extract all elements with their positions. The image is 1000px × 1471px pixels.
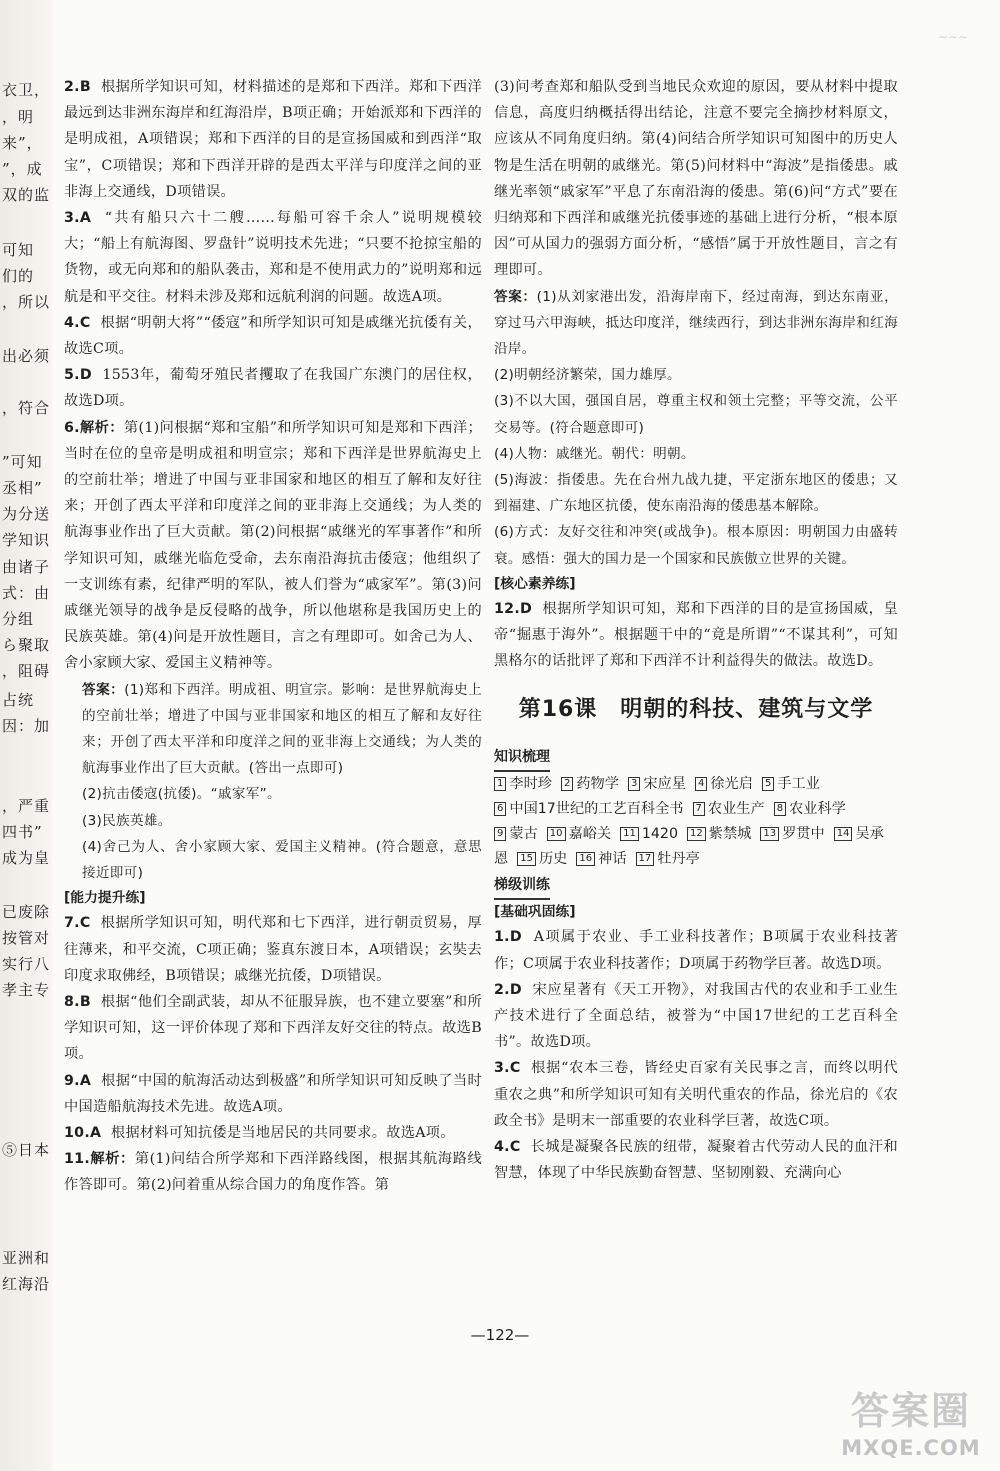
item-index-box: 7 [693, 802, 705, 816]
margin-fragment: ，阻碍 [2, 662, 51, 680]
item-index-box: 6 [494, 802, 506, 816]
margin-fragment: 占统 [2, 691, 35, 709]
answer-block-11 [494, 284, 898, 572]
answer-item-3 [64, 205, 482, 310]
margin-fragment: 由诸子 [2, 558, 51, 576]
section-tag-ability: [能力提升练] [64, 890, 146, 907]
ladder-title: 梯级训练 [494, 872, 550, 900]
answer-item-1 [494, 924, 898, 976]
margin-fragment: 按管对 [2, 929, 51, 947]
item-text: 第(1)问根据“郑和宝船”和所学知识可知是郑和下西洋；当时在位的皇帝是明成祖和明宣宗；郑和下西洋是世界航海史上的空前壮举；增进了中国与亚非国家和地区的相互了解和友好往来；开创了西太平洋和印度洋之间的亚非海上交通线；为人类的航海事业作出了巨大贡献。第(2)问根据“戚继光的军事著作”和所学知识可知，戚继光临危受命，去东南沿海抗击倭寇；他组织了一支训练有素，纪律严明的军队，被人们誉为“戚家军”。第(3)问戚继光领导的战争是反侵略的战争，所以他堪称是我国历史上的民族英雄。第(4)问是开放性题目，言之有理即可。如舍己为人、舍小家顾大家、爱国主义精神等。 [64, 419, 482, 672]
knowledge-text: 罗贯中 [782, 826, 825, 843]
analysis-label: 解析： [79, 419, 124, 436]
knowledge-row [494, 772, 898, 797]
answer-line: (5)海波：指倭患。先在台州九战九捷，平定浙东地区的倭患；又到福建、广东地区抗倭，使东南沿海的倭患基本解除。 [494, 472, 898, 515]
knowledge-list [494, 772, 898, 872]
knowledge-row [494, 797, 898, 822]
margin-fragment: 红海沿 [2, 1275, 51, 1293]
knowledge-item [693, 801, 765, 817]
item-index-box: 5 [762, 777, 774, 791]
answer-line: (3)不以大国，强国自居，尊重主权和领土完整；平等交流，公平交易等。(符合题意即可) [494, 393, 898, 436]
item-text: 根据“他们全副武装，却从不征服异族，也不建立要塞”和所学知识可知，这一评价体现了郑和下西洋友好交往的特点。故选B项。 [64, 993, 483, 1063]
item-index-box: 1 [494, 777, 506, 791]
knowledge-row [494, 847, 898, 872]
margin-fragment: 分组 [2, 610, 35, 628]
answer-line: (3)民族英雄。 [82, 812, 172, 829]
item-number: 2.B [64, 79, 91, 95]
knowledge-text: 神话 [598, 851, 627, 868]
knowledge-text: 吴承 [855, 826, 884, 843]
item-number: 2.D [494, 981, 522, 998]
knowledge-text: 李时珍 [509, 776, 552, 793]
page-number: —122— [470, 1326, 530, 1344]
knowledge-text: 蒙古 [509, 826, 538, 843]
margin-fragment: 们的 [2, 267, 35, 285]
item-number: 8.B [64, 993, 91, 1010]
item-index-box: 14 [834, 827, 853, 841]
knowledge-item [762, 776, 820, 792]
margin-fragment: 成为皇 [2, 849, 51, 867]
section-tag-basic: [基础巩固练] [494, 904, 576, 921]
answer-line: (4)人物：戚继光。朝代：明朝。 [494, 445, 695, 462]
answer-line: (2)抗击倭寇(抗倭)。“戚家军”。 [82, 786, 281, 803]
knowledge-item [628, 776, 686, 792]
knowledge-item [576, 851, 626, 867]
answer-item-2b [494, 977, 898, 1056]
item-index-box: 9 [494, 827, 506, 841]
knowledge-item [687, 826, 751, 842]
margin-fragment: ⑤日本 [2, 1141, 51, 1159]
margin-fragment: 来”， [2, 134, 43, 152]
answer-item-4b [494, 1134, 898, 1186]
knowledge-item [620, 826, 678, 842]
margin-fragment: ”，成 [2, 160, 43, 178]
item-index-box: 2 [561, 777, 573, 791]
answer-item-11-continued: (3)问考查郑和船队受到当地民众欢迎的原因，要从材料中提取信息，高度归纳概括得出结论，注意不要完全摘抄材料原文，应该从不同角度归纳。第(4)问结合所学知识可知图中的历史人物是生活在明朝的戚继光。第(5)问材料中“海波”是指倭患。戚继光率领“戚家军”平息了东南沿海的倭患。第(6)问“方式”要在归纳郑和下西洋和戚继光抗倭事迹的基础上进行分析，“根本原因”可从国力的强弱方面分析，“感悟”属于开放性题目，言之有理即可。 [494, 79, 898, 279]
answer-label: 答案： [494, 288, 537, 305]
margin-fragment: 双的监 [2, 186, 51, 204]
knowledge-item [774, 801, 846, 817]
item-index-box: 12 [687, 827, 706, 841]
margin-fragment: ”可知 [2, 453, 43, 471]
knowledge-text: 1420 [641, 826, 678, 843]
item-index-box: 11 [620, 827, 639, 841]
knowledge-text: 恩 [494, 851, 509, 868]
lesson-title: 第16课 明朝的科技、建筑与文学 [518, 697, 874, 723]
margin-fragment: 因：加 [2, 717, 51, 735]
knowledge-item [695, 776, 753, 792]
item-text: 根据所学知识可知，明代郑和七下西洋，进行朝贡贸易，厚往薄来，和平交流，C项正确；鉴真东渡日本，A项错误；玄奘去印度求取佛经，B项错误；戚继光抗倭，D项错误。 [64, 915, 482, 984]
margin-fragment: 出必须 [2, 347, 51, 365]
item-number: 4.C [64, 314, 91, 331]
answer-item-9 [64, 1068, 482, 1120]
knowledge-text: 农业生产 [707, 801, 765, 818]
item-text: 根据“中国的航海活动达到极盛”和所学知识可知反映了当时中国造船航海技术先进。故选A项。 [64, 1072, 482, 1115]
item-number: 3.A [64, 210, 92, 227]
knowledge-item [547, 826, 611, 842]
answer-line: (4)舍己为人、舍小家顾大家、爱国主义精神。(符合题意，意思接近即可) [82, 838, 482, 882]
margin-fragment: ，所以 [2, 293, 51, 311]
item-index-box: 10 [547, 827, 566, 841]
analysis-label: 解析： [90, 1151, 135, 1168]
knowledge-text: 药物学 [576, 776, 619, 793]
knowledge-item [494, 776, 552, 792]
knowledge-text: 手工业 [777, 776, 820, 793]
watermark-url: MXQE.COM [841, 1436, 981, 1460]
knowledge-text: 嘉峪关 [568, 826, 612, 843]
margin-fragment: 丞相” [2, 479, 43, 497]
knowledge-item [561, 776, 619, 792]
answer-item-7 [64, 910, 482, 989]
knowledge-item [760, 826, 824, 842]
answer-item-3b [494, 1055, 898, 1134]
margin-fragment: ，严重 [2, 797, 51, 815]
answer-block-6 [64, 677, 482, 887]
item-index-box: 17 [636, 852, 655, 866]
knowledge-item [834, 826, 884, 842]
margin-fragment: 四书” [2, 823, 43, 841]
item-index-box: 13 [760, 827, 779, 841]
item-index-box: 16 [576, 852, 595, 866]
answer-line [82, 677, 482, 782]
item-number: 6. [64, 419, 80, 436]
right-column [494, 74, 898, 1187]
knowledge-row [494, 822, 898, 847]
answer-item-8 [64, 989, 482, 1068]
item-text: 根据“明朝大将”“倭寇”和所学知识可知是戚继光抗倭有关，故选C项。 [64, 314, 482, 358]
corner-smudge: ∼∼∼ [938, 30, 969, 44]
left-column [64, 74, 482, 1199]
margin-fragment: 孝主专 [2, 981, 51, 999]
margin-fragment: 实行八 [2, 955, 51, 973]
margin-fragment: 为分送 [2, 505, 51, 523]
item-index-box: 15 [517, 852, 536, 866]
answer-line: (6)方式：友好交往和冲突(或战争)。根本原因：明朝国力由盛转衰。感悟：强大的国力是一个国家和民族傲立世界的关键。 [494, 524, 898, 567]
margin-fragment: ，符合 [2, 399, 51, 417]
knowledge-text: 紫禁城 [708, 826, 752, 843]
section-tag-core: [核心素养练] [494, 575, 576, 592]
knowledge-item [517, 851, 567, 867]
answer-item-6 [64, 415, 482, 677]
knowledge-text: 徐光启 [710, 776, 753, 793]
item-number: 3.C [494, 1060, 521, 1077]
margin-fragment: 学知识 [2, 531, 51, 549]
answer-item-12 [494, 596, 898, 675]
item-number: 10.A [64, 1124, 102, 1141]
item-text: 长城是凝聚各民族的纽带，凝聚着古代劳动人民的血汗和智慧，体现了中华民族勤奋智慧、坚韧刚毅、充满向心 [494, 1139, 898, 1182]
item-text: 根据材料可知抗倭是当地居民的共同要求。故选A项。 [110, 1124, 455, 1141]
knowledge-text: 农业科学 [789, 801, 846, 818]
item-number: 1.D [494, 929, 522, 946]
margin-fragment: 式：由 [2, 584, 51, 602]
margin-fragment: 亚洲和 [2, 1249, 51, 1267]
answer-text: (1)从刘家港出发，沿海岸南下，经过南海，到达东南亚，穿过马六甲海峡，抵达印度洋，继续西行，到达非洲东海岸和红海沿岸。 [494, 288, 898, 358]
answer-item-5 [64, 362, 482, 414]
answer-line: (2)明朝经济繁荣，国力雄厚。 [494, 367, 681, 384]
item-index-box: 8 [774, 802, 786, 816]
knowledge-item [494, 801, 684, 817]
item-text: 根据“农本三卷，皆经史百家有关民事之言，而终以明代重农之典”和所学知识可知有关明代重农的作品，徐光启的《农政全书》是明末一部重要的农业科学巨著，故选C项。 [494, 1060, 898, 1129]
item-number: 7.C [64, 915, 91, 932]
answer-item-10 [64, 1120, 482, 1146]
knowledge-item [494, 826, 538, 842]
answer-label: 答案： [82, 681, 125, 698]
item-number: 9.A [64, 1072, 92, 1089]
knowledge-title: 知识梳理 [494, 744, 550, 772]
item-number: 5.D [64, 367, 92, 384]
item-text: 根据所学知识可知，郑和下西洋的目的是宣扬国威，皇帝“掘惠于海外”。根据题干中的“竟是所谓”“不谋其利”，可知黑格尔的话批评了郑和下西洋不计利益得失的做法。故选D。 [494, 600, 899, 670]
item-text: A项属于农业、手工业科技著作；B项属于农业科技著作；C项属于农业科技著作；D项属于药物学巨著。故选D项。 [494, 929, 898, 972]
watermark-logo [836, 1380, 986, 1462]
answer-item-2 [64, 74, 482, 205]
watermark-title: 答案圈 [850, 1389, 971, 1433]
knowledge-text: 历史 [538, 851, 568, 868]
item-text: “共有船只六十二艘……每船可容千余人”说明规模较大；“船上有航海图、罗盘针”说明技术先进；“只要不抢掠宝船的货物，或无向郑和的船队袭击，郑和是不使用武力的”说明郑和远航是和平交往。材料未涉及郑和远航利润的问题。故选A项。 [64, 210, 482, 305]
margin-fragment: 已废除 [2, 903, 51, 921]
knowledge-text: 宋应星 [643, 776, 686, 793]
margin-fragment: ら聚取 [2, 636, 51, 654]
item-number: 4.C [494, 1139, 521, 1156]
margin-fragment: 衣卫， [2, 81, 51, 99]
item-number: 11. [64, 1151, 91, 1168]
margin-fragment: ，明 [2, 108, 35, 126]
answer-text: (1)郑和下西洋。明成祖、明宣宗。影响：是世界航海史上的空前壮举；增进了中国与亚非国家和地区的相互了解和友好往来；开创了西太平洋和印度洋之间的亚非海上交通线；为人类的航海事业作出了巨大贡献。(答出一点即可) [82, 681, 483, 777]
item-text: 第(1)问结合所学郑和下西洋路线图，根据其航海路线作答即可。第(2)问着重从综合国力的角度作答。第 [64, 1151, 482, 1194]
item-text: 根据所学知识可知，材料描述的是郑和下西洋。郑和下西洋最远到达非洲东海岸和红海沿岸，B项正确；开始派郑和下西洋的是明成祖，A项错误；郑和下西洋的目的是宣扬国威和到西洋“取宝”，C项错误；郑和下西洋开辟的是西太平洋与印度洋之间的亚非海上交通线，D项错误。 [64, 79, 482, 200]
answer-line [494, 284, 898, 363]
item-index-box: 3 [628, 777, 640, 791]
knowledge-text: 牡丹亭 [657, 851, 700, 868]
item-text: 1553年，葡萄牙殖民者攫取了在我国广东澳门的居住权，故选D项。 [64, 367, 482, 410]
item-number: 12.D [494, 600, 533, 617]
knowledge-item [636, 851, 700, 867]
item-text: 宋应星著有《天工开物》，对我国古代的农业和手工业生产技术进行了全面总结，被誉为“中国17世纪的工艺百科全书”。故选D项。 [494, 981, 898, 1051]
answer-item-4 [64, 310, 482, 362]
item-index-box: 4 [695, 777, 707, 791]
answer-item-11 [64, 1146, 482, 1198]
margin-fragment: 可知 [2, 241, 35, 259]
knowledge-text: 中国17世纪的工艺百科全书 [509, 801, 684, 818]
